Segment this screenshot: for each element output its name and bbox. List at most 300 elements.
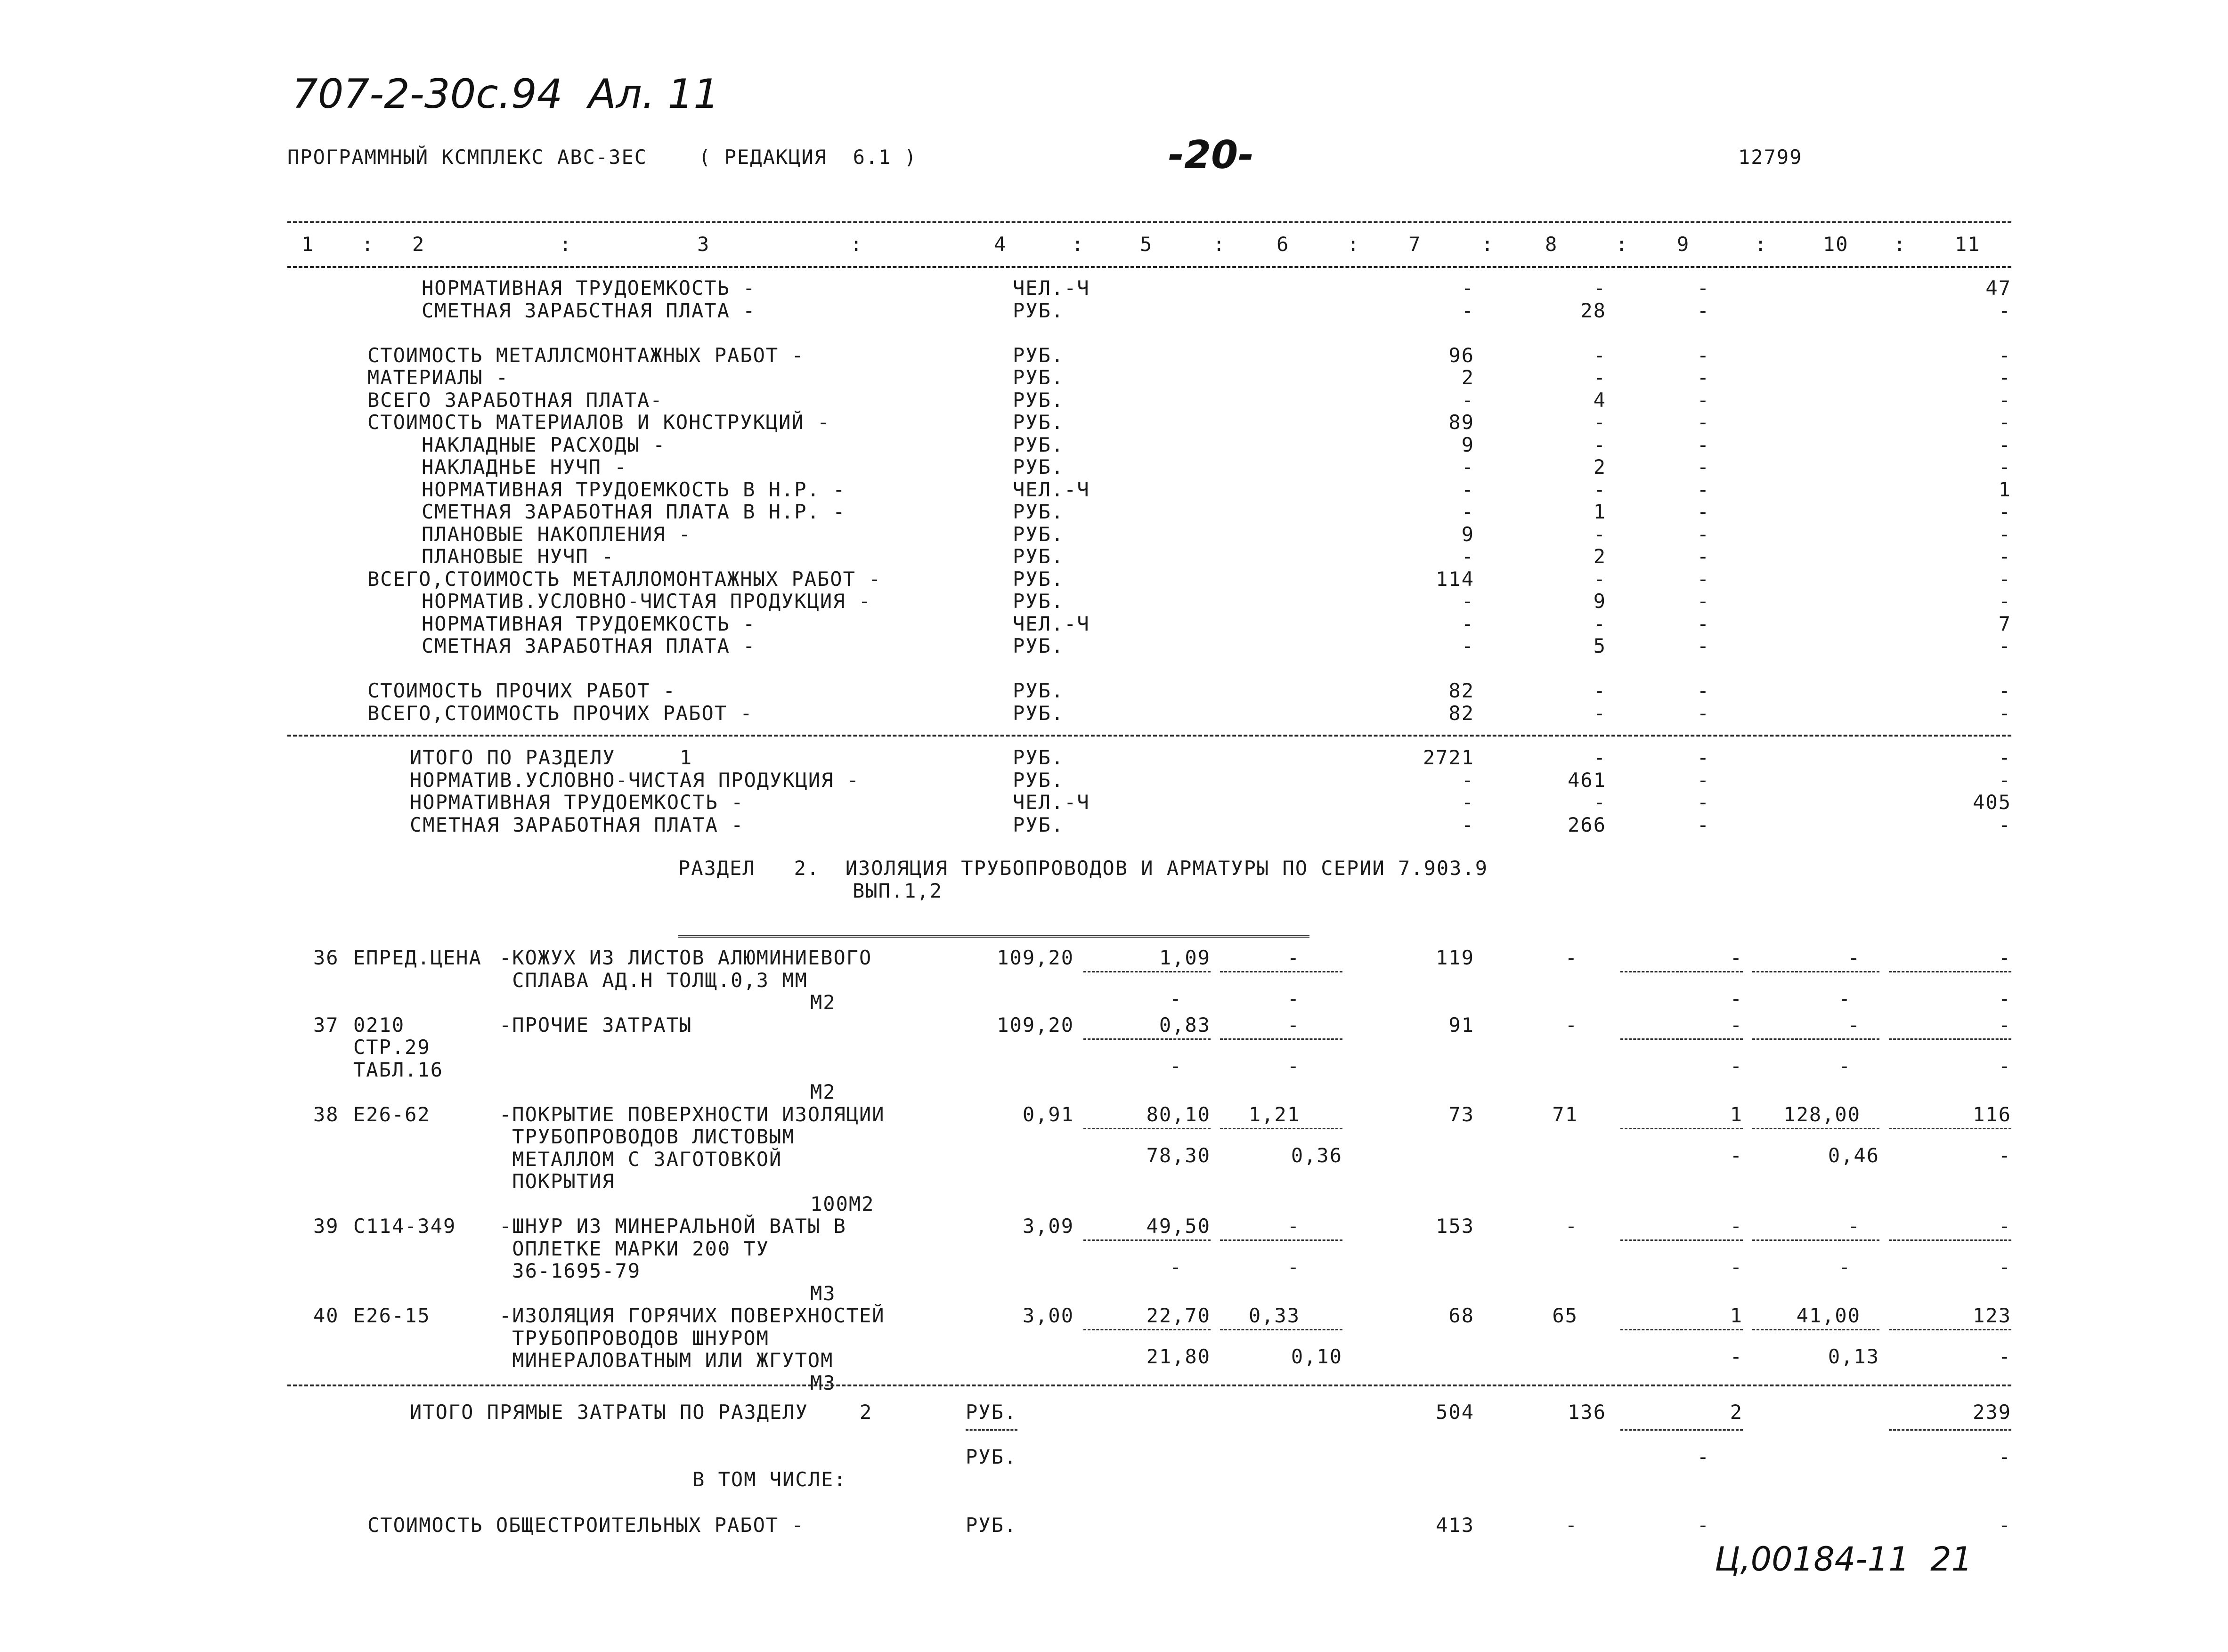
item-c8: 65 xyxy=(1552,1304,1578,1327)
item-description: ТРУБОПРОВОДОВ ЛИСТОВЫМ xyxy=(499,1125,795,1148)
summary-row-c8: - xyxy=(1593,433,1606,456)
summary-row-c8: - xyxy=(1593,366,1606,389)
column-header-7: 7 xyxy=(1408,233,1422,256)
summary-row-c7: - xyxy=(1461,634,1474,657)
item-c4: 3,00 xyxy=(1022,1304,1074,1327)
item-unit: 100М2 xyxy=(810,1192,875,1215)
section1-total-c7: - xyxy=(1461,768,1474,792)
summary-row-c8: - xyxy=(1593,567,1606,591)
summary-row-c7: - xyxy=(1461,478,1474,501)
cell-underline xyxy=(1620,1239,1743,1241)
cell-underline xyxy=(1620,1038,1743,1040)
summary-row-c9: - xyxy=(1697,433,1710,456)
item-c9: - xyxy=(1730,1013,1743,1037)
item-c8: - xyxy=(1565,1013,1578,1037)
summary-row-c11: - xyxy=(1998,455,2011,478)
item-c5: 0,83 xyxy=(1159,1013,1211,1037)
item-c7: 91 xyxy=(1448,1013,1474,1037)
summary-row-c9: - xyxy=(1697,522,1710,546)
section2-total-c9b: - xyxy=(1697,1445,1710,1468)
summary-row-c9: - xyxy=(1697,500,1710,523)
summary-row-c11: - xyxy=(1998,590,2011,613)
item-description: -КОЖУХ ИЗ ЛИСТОВ АЛЮМИНИЕВОГО xyxy=(499,946,872,969)
item-c7: 73 xyxy=(1448,1102,1474,1126)
item-c4: 3,09 xyxy=(1022,1215,1074,1238)
summary-row-c8: - xyxy=(1593,612,1606,635)
cell-underline xyxy=(1889,971,2011,972)
section1-total-c9: - xyxy=(1697,746,1710,769)
item-c6: - xyxy=(1287,946,1300,969)
summary-row-c7: - xyxy=(1461,545,1474,568)
column-separator: : xyxy=(1347,233,1360,256)
summary-row-unit: РУБ. xyxy=(1013,433,1065,456)
cell-underline xyxy=(1620,1329,1743,1330)
item-c11: - xyxy=(1998,1215,2011,1238)
summary-row-c7: - xyxy=(1461,590,1474,613)
summary-row-label: ВСЕГО,СТОИМОСТЬ ПРОЧИХ РАБОТ - xyxy=(367,701,753,725)
summary-row-unit: РУБ. xyxy=(1013,522,1065,546)
summary-row-c7: 9 xyxy=(1461,433,1474,456)
summary-row-c7: - xyxy=(1461,612,1474,635)
summary-row-unit: ЧЕЛ.-Ч xyxy=(1013,612,1090,635)
item-c5-second: 21,80 xyxy=(1146,1345,1211,1368)
item-description: -ИЗОЛЯЦИЯ ГОРЯЧИХ ПОВЕРХНОСТЕЙ xyxy=(499,1304,885,1327)
summary-row-c9: - xyxy=(1697,590,1710,613)
summary-row-c7: 9 xyxy=(1461,522,1474,546)
section1-total-label: ИТОГО ПО РАЗДЕЛУ 1 xyxy=(410,746,693,769)
section2-last-c9: - xyxy=(1697,1514,1710,1537)
summary-row-c11: - xyxy=(1998,500,2011,523)
summary-row-c9: - xyxy=(1697,366,1710,389)
footer-stamp: Ц,00184-11 21 xyxy=(1715,1540,1973,1579)
item-c8: - xyxy=(1565,946,1578,969)
item-number: 37 xyxy=(313,1013,339,1037)
summary-row-c9: - xyxy=(1697,612,1710,635)
section2-last-c8: - xyxy=(1565,1514,1578,1537)
item-unit: М3 xyxy=(810,1371,836,1394)
section-rule xyxy=(287,1385,2011,1386)
item-c10: 41,00 xyxy=(1796,1304,1861,1327)
cell-underline xyxy=(1083,971,1211,972)
section2-title: РАЗДЕЛ 2. ИЗОЛЯЦИЯ ТРУБОПРОВОДОВ И АРМАТУРЫ ПО СЕРИИ 7.903.9 xyxy=(678,857,1488,880)
doc-number: 12799 xyxy=(1738,146,1803,169)
column-header-2: 2 xyxy=(412,233,425,256)
item-c10: - xyxy=(1847,1013,1861,1037)
summary-row-unit: ЧЕЛ.-Ч xyxy=(1013,478,1090,501)
item-description: -ПРОЧИЕ ЗАТРАТЫ xyxy=(499,1013,692,1037)
column-separator: : xyxy=(1894,233,1907,256)
summary-row-c8: 1 xyxy=(1593,500,1606,523)
summary-row-unit: ЧЕЛ.-Ч xyxy=(1013,276,1090,300)
column-header-10: 10 xyxy=(1823,233,1849,256)
summary-row-unit: РУБ. xyxy=(1013,500,1065,523)
summary-row-c11: 7 xyxy=(1998,612,2011,635)
table-header-rule xyxy=(287,266,2011,268)
section2-last-label: СТОИМОСТЬ ОБЩЕСТРОИТЕЛЬНЫХ РАБОТ - xyxy=(367,1514,805,1537)
summary-row-c8: - xyxy=(1593,679,1606,702)
cell-underline xyxy=(1220,1128,1342,1129)
item-c9-second: - xyxy=(1730,1255,1743,1279)
summary-row-unit: РУБ. xyxy=(1013,567,1065,591)
summary-row-c8: 2 xyxy=(1593,455,1606,478)
section2-total-unit: РУБ. xyxy=(966,1401,1017,1424)
section2-total-unit2: РУБ. xyxy=(966,1445,1017,1468)
item-c11: 123 xyxy=(1973,1304,2011,1327)
item-c10-second: - xyxy=(1838,987,1851,1010)
item-code: ТАБЛ.16 xyxy=(353,1058,444,1081)
table-top-rule xyxy=(287,221,2011,223)
cell-underline xyxy=(1889,1329,2011,1330)
cell-underline xyxy=(1083,1239,1211,1241)
column-header-3: 3 xyxy=(697,233,710,256)
section1-total-c11: - xyxy=(1998,768,2011,792)
item-c5-second: - xyxy=(1169,1054,1182,1077)
section1-total-c11: 405 xyxy=(1973,791,2011,814)
summary-row-label: НОРМАТИВНАЯ ТРУДОЕМКОСТЬ - xyxy=(422,276,756,300)
item-c8: 71 xyxy=(1552,1102,1578,1126)
summary-row-c9: - xyxy=(1697,276,1710,300)
column-separator: : xyxy=(1755,233,1768,256)
summary-row-c11: - xyxy=(1998,545,2011,568)
item-c6-second: - xyxy=(1287,1054,1300,1077)
item-code: С114-349 xyxy=(353,1215,456,1238)
cell-underline xyxy=(1220,1239,1342,1241)
section2-total-c9: 2 xyxy=(1730,1401,1743,1424)
cell-underline xyxy=(1889,1128,2011,1129)
summary-row-c11: - xyxy=(1998,701,2011,725)
summary-row-c11: - xyxy=(1998,299,2011,322)
section1-total-c7: - xyxy=(1461,791,1474,814)
item-c6-second: - xyxy=(1287,987,1300,1010)
summary-row-c7: - xyxy=(1461,500,1474,523)
section1-total-label: СМЕТНАЯ ЗАРАБОТНАЯ ПЛАТА - xyxy=(410,813,744,836)
item-c5-second: - xyxy=(1169,987,1182,1010)
item-description: СПЛАВА АД.Н ТОЛЩ.0,3 ММ xyxy=(499,968,808,992)
summary-row-label: ПЛАНОВЫЕ НУЧП - xyxy=(422,545,615,568)
summary-row-unit: РУБ. xyxy=(1013,343,1065,367)
item-c9: 1 xyxy=(1730,1304,1743,1327)
summary-row-c9: - xyxy=(1697,679,1710,702)
summary-row-c7: 82 xyxy=(1448,701,1474,725)
column-separator: : xyxy=(559,233,572,256)
section2-total-c7: 504 xyxy=(1436,1401,1474,1424)
column-header-4: 4 xyxy=(994,233,1007,256)
section1-total-label: НОРМАТИВ.УСЛОВНО-ЧИСТАЯ ПРОДУКЦИЯ - xyxy=(410,768,860,792)
item-description: МЕТАЛЛОМ С ЗАГОТОВКОЙ xyxy=(499,1147,782,1171)
item-number: 38 xyxy=(313,1102,339,1126)
column-header-5: 5 xyxy=(1140,233,1153,256)
item-c9: - xyxy=(1730,946,1743,969)
section2-total-c8: 136 xyxy=(1568,1401,1606,1424)
item-c11: - xyxy=(1998,946,2011,969)
summary-row-label: СТОИМОСТЬ МАТЕРИАЛОВ И КОНСТРУКЦИЙ - xyxy=(367,411,830,434)
item-c9-second: - xyxy=(1730,987,1743,1010)
summary-row-c7: - xyxy=(1461,455,1474,478)
item-c10-second: - xyxy=(1838,1054,1851,1077)
item-c11-second: - xyxy=(1998,1054,2011,1077)
section2-total-label: ИТОГО ПРЯМЫЕ ЗАТРАТЫ ПО РАЗДЕЛУ 2 xyxy=(410,1401,873,1424)
item-c7: 153 xyxy=(1436,1215,1474,1238)
item-c6-second: - xyxy=(1287,1255,1300,1279)
summary-row-unit: РУБ. xyxy=(1013,634,1065,657)
item-c5-second: - xyxy=(1169,1255,1182,1279)
summary-row-c9: - xyxy=(1697,545,1710,568)
item-c6-second: 0,36 xyxy=(1291,1143,1342,1167)
section1-total-label: НОРМАТИВНАЯ ТРУДОЕМКОСТЬ - xyxy=(410,791,744,814)
summary-row-c9: - xyxy=(1697,388,1710,412)
summary-row-c11: 47 xyxy=(1985,276,2011,300)
summary-row-c9: - xyxy=(1697,411,1710,434)
item-c5: 80,10 xyxy=(1146,1102,1211,1126)
summary-row-c8: 5 xyxy=(1593,634,1606,657)
item-c8: - xyxy=(1565,1215,1578,1238)
item-code: ЕПРЕД.ЦЕНА xyxy=(353,946,482,969)
item-c11-second: - xyxy=(1998,1255,2011,1279)
item-c4: 0,91 xyxy=(1022,1102,1074,1126)
cell-underline xyxy=(1889,1239,2011,1241)
summary-row-c9: - xyxy=(1697,478,1710,501)
cell-underline xyxy=(1752,1038,1879,1040)
summary-row-label: СМЕТНАЯ ЗАРАБОТНАЯ ПЛАТА В Н.Р. - xyxy=(422,500,846,523)
section1-total-c8: 266 xyxy=(1568,813,1606,836)
section2-last-c11: - xyxy=(1998,1514,2011,1537)
item-description: ОПЛЕТКЕ МАРКИ 200 ТУ xyxy=(499,1237,770,1260)
item-c11: - xyxy=(1998,1013,2011,1037)
item-c4: 109,20 xyxy=(997,946,1074,969)
summary-row-c9: - xyxy=(1697,455,1710,478)
summary-row-unit: РУБ. xyxy=(1013,299,1065,322)
item-c9: - xyxy=(1730,1215,1743,1238)
section-rule xyxy=(287,735,2011,737)
page-number: -20- xyxy=(1168,133,1254,178)
summary-row-c11: - xyxy=(1998,634,2011,657)
item-c5: 1,09 xyxy=(1159,946,1211,969)
item-description: ТРУБОПРОВОДОВ ШНУРОМ xyxy=(499,1326,770,1350)
item-c10-second: 0,46 xyxy=(1828,1143,1879,1167)
item-description: МИНЕРАЛОВАТНЫМ ИЛИ ЖГУТОМ xyxy=(499,1349,834,1372)
column-header-11: 11 xyxy=(1955,233,1981,256)
item-c11-second: - xyxy=(1998,1143,2011,1167)
program-title: ПРОГРАММНЫЙ КСМПЛЕКС АВС-ЗЕС ( РЕДАКЦИЯ 6.1 ) xyxy=(287,146,918,169)
item-c10: - xyxy=(1847,946,1861,969)
summary-row-c11: - xyxy=(1998,343,2011,367)
summary-row-label: СМЕТНАЯ ЗАРАБОТНАЯ ПЛАТА - xyxy=(422,634,756,657)
summary-row-c11: - xyxy=(1998,679,2011,702)
item-unit: М2 xyxy=(810,1080,836,1103)
summary-row-unit: РУБ. xyxy=(1013,455,1065,478)
summary-row-label: СТОИМОСТЬ ПРОЧИХ РАБОТ - xyxy=(367,679,676,702)
summary-row-c11: - xyxy=(1998,411,2011,434)
summary-row-c11: - xyxy=(1998,522,2011,546)
summary-row-c9: - xyxy=(1697,701,1710,725)
cell-underline xyxy=(1620,971,1743,972)
cell-underline xyxy=(1220,1038,1342,1040)
item-c6: - xyxy=(1287,1013,1300,1037)
summary-row-c8: - xyxy=(1593,522,1606,546)
summary-row-label: НОРМАТИВ.УСЛОВНО-ЧИСТАЯ ПРОДУКЦИЯ - xyxy=(422,590,872,613)
column-separator: : xyxy=(1481,233,1495,256)
summary-row-c7: - xyxy=(1461,276,1474,300)
item-c9-second: - xyxy=(1730,1143,1743,1167)
summary-row-label: НОРМАТИВНАЯ ТРУДОЕМКОСТЬ В Н.Р. - xyxy=(422,478,846,501)
item-c9: 1 xyxy=(1730,1102,1743,1126)
item-c5: 49,50 xyxy=(1146,1215,1211,1238)
item-code: Е26-62 xyxy=(353,1102,431,1126)
cell-underline xyxy=(1752,1128,1879,1129)
summary-row-c8: 2 xyxy=(1593,545,1606,568)
summary-row-c8: - xyxy=(1593,478,1606,501)
handwritten-doc-code: 707-2-30с.94 Ал. 11 xyxy=(292,71,719,118)
item-c9-second: - xyxy=(1730,1054,1743,1077)
section2-title-cont: ВЫП.1,2 xyxy=(853,879,943,902)
item-c10-second: 0,13 xyxy=(1828,1345,1879,1368)
summary-row-c9: - xyxy=(1697,299,1710,322)
cell-underline xyxy=(1083,1329,1211,1330)
item-number: 36 xyxy=(313,946,339,969)
summary-row-label: НОРМАТИВНАЯ ТРУДОЕМКОСТЬ - xyxy=(422,612,756,635)
summary-row-c7: 82 xyxy=(1448,679,1474,702)
section2-last-unit: РУБ. xyxy=(966,1514,1017,1537)
column-header-1: 1 xyxy=(301,233,315,256)
cell-underline xyxy=(1752,1329,1879,1330)
item-code: Е26-15 xyxy=(353,1304,431,1327)
section1-total-c8: - xyxy=(1593,791,1606,814)
cell-underline xyxy=(1083,1128,1211,1129)
item-code: 0210 xyxy=(353,1013,405,1037)
item-unit: М2 xyxy=(810,991,836,1014)
section1-total-c7: 2721 xyxy=(1423,746,1474,769)
cell-underline xyxy=(1889,1429,2011,1431)
summary-row-c8: - xyxy=(1593,411,1606,434)
summary-row-c7: 114 xyxy=(1436,567,1474,591)
section1-total-c9: - xyxy=(1697,813,1710,836)
summary-row-c7: 2 xyxy=(1461,366,1474,389)
item-number: 40 xyxy=(313,1304,339,1327)
section1-total-unit: РУБ. xyxy=(1013,813,1065,836)
summary-row-unit: РУБ. xyxy=(1013,679,1065,702)
summary-row-unit: РУБ. xyxy=(1013,701,1065,725)
summary-row-unit: РУБ. xyxy=(1013,411,1065,434)
item-code: СТР.29 xyxy=(353,1036,431,1059)
item-c7: 68 xyxy=(1448,1304,1474,1327)
item-description: -ШНУР ИЗ МИНЕРАЛЬНОЙ ВАТЫ В xyxy=(499,1215,846,1238)
summary-row-c8: - xyxy=(1593,701,1606,725)
column-header-6: 6 xyxy=(1277,233,1290,256)
item-c7: 119 xyxy=(1436,946,1474,969)
section1-total-c9: - xyxy=(1697,768,1710,792)
item-c4: 109,20 xyxy=(997,1013,1074,1037)
item-c6-second: 0,10 xyxy=(1291,1345,1342,1368)
section2-including: В ТОМ ЧИСЛЕ: xyxy=(692,1468,847,1491)
section1-total-c8: - xyxy=(1593,746,1606,769)
summary-row-unit: РУБ. xyxy=(1013,590,1065,613)
item-c9-second: - xyxy=(1730,1345,1743,1368)
summary-row-c7: 89 xyxy=(1448,411,1474,434)
summary-row-label: ПЛАНОВЫЕ НАКОПЛЕНИЯ - xyxy=(422,522,692,546)
item-c5-second: 78,30 xyxy=(1146,1143,1211,1167)
summary-row-label: МАТЕРИАЛЫ - xyxy=(367,366,509,389)
summary-row-unit: РУБ. xyxy=(1013,388,1065,412)
summary-row-c8: - xyxy=(1593,276,1606,300)
cell-underline xyxy=(1220,1329,1342,1330)
summary-row-c9: - xyxy=(1697,634,1710,657)
section1-total-c9: - xyxy=(1697,791,1710,814)
summary-row-label: НАКЛАДНЬЕ НУЧП - xyxy=(422,455,627,478)
cell-underline xyxy=(1620,1128,1743,1129)
column-header-9: 9 xyxy=(1677,233,1690,256)
section1-total-unit: РУБ. xyxy=(1013,768,1065,792)
item-c11-second: - xyxy=(1998,1345,2011,1368)
section1-total-c11: - xyxy=(1998,746,2011,769)
item-c10: 128,00 xyxy=(1783,1102,1861,1126)
item-c10-second: - xyxy=(1838,1255,1851,1279)
summary-row-c11: 1 xyxy=(1998,478,2011,501)
summary-row-c8: 4 xyxy=(1593,388,1606,412)
column-separator: : xyxy=(850,233,863,256)
cell-underline xyxy=(1752,971,1879,972)
item-description: ПОКРЫТИЯ xyxy=(499,1170,615,1193)
item-c6: 1,21 xyxy=(1248,1102,1300,1126)
item-description: -ПОКРЫТИЕ ПОВЕРХНОСТИ ИЗОЛЯЦИИ xyxy=(499,1102,885,1126)
summary-row-c9: - xyxy=(1697,343,1710,367)
column-separator: : xyxy=(361,233,374,256)
summary-row-label: ВСЕГО ЗАРАБОТНАЯ ПЛАТА- xyxy=(367,388,663,412)
summary-row-c11: - xyxy=(1998,366,2011,389)
section1-total-c7: - xyxy=(1461,813,1474,836)
column-separator: : xyxy=(1213,233,1226,256)
summary-row-c7: 96 xyxy=(1448,343,1474,367)
summary-row-c9: - xyxy=(1697,567,1710,591)
cell-underline xyxy=(1620,1429,1743,1431)
item-c11: 116 xyxy=(1973,1102,2011,1126)
summary-row-label: НАКЛАДНЫЕ РАСХОДЫ - xyxy=(422,433,666,456)
cell-underline xyxy=(966,1429,1017,1431)
summary-row-c11: - xyxy=(1998,433,2011,456)
summary-row-unit: РУБ. xyxy=(1013,366,1065,389)
summary-row-label: СТОИМОСТЬ МЕТАЛЛСМОНТАЖНЫХ РАБОТ - xyxy=(367,343,805,367)
item-unit: М3 xyxy=(810,1281,836,1305)
section2-total-c11b: - xyxy=(1998,1445,2011,1468)
item-c5: 22,70 xyxy=(1146,1304,1211,1327)
column-separator: : xyxy=(1072,233,1085,256)
summary-row-c11: - xyxy=(1998,388,2011,412)
summary-row-c8: 9 xyxy=(1593,590,1606,613)
column-separator: : xyxy=(1616,233,1629,256)
section1-total-unit: РУБ. xyxy=(1013,746,1065,769)
cell-underline xyxy=(1752,1239,1879,1241)
summary-row-c8: - xyxy=(1593,343,1606,367)
section1-total-c8: 461 xyxy=(1568,768,1606,792)
summary-row-c7: - xyxy=(1461,388,1474,412)
item-c11-second: - xyxy=(1998,987,2011,1010)
cell-underline xyxy=(1083,1038,1211,1040)
summary-row-label: СМЕТНАЯ ЗАРАБСТНАЯ ПЛАТА - xyxy=(422,299,756,322)
summary-row-c8: 28 xyxy=(1580,299,1606,322)
summary-row-c7: - xyxy=(1461,299,1474,322)
section1-total-c11: - xyxy=(1998,813,2011,836)
item-number: 39 xyxy=(313,1215,339,1238)
section2-last-c7: 413 xyxy=(1436,1514,1474,1537)
cell-underline xyxy=(1889,1038,2011,1040)
summary-row-c11: - xyxy=(1998,567,2011,591)
item-c10: - xyxy=(1847,1215,1861,1238)
summary-row-unit: РУБ. xyxy=(1013,545,1065,568)
item-c6: - xyxy=(1287,1215,1300,1238)
cell-underline xyxy=(1220,971,1342,972)
item-c6: 0,33 xyxy=(1248,1304,1300,1327)
summary-row-label: ВСЕГО,СТОИМОСТЬ МЕТАЛЛОМОНТАЖНЫХ РАБОТ - xyxy=(367,567,882,591)
section1-total-unit: ЧЕЛ.-Ч xyxy=(1013,791,1090,814)
